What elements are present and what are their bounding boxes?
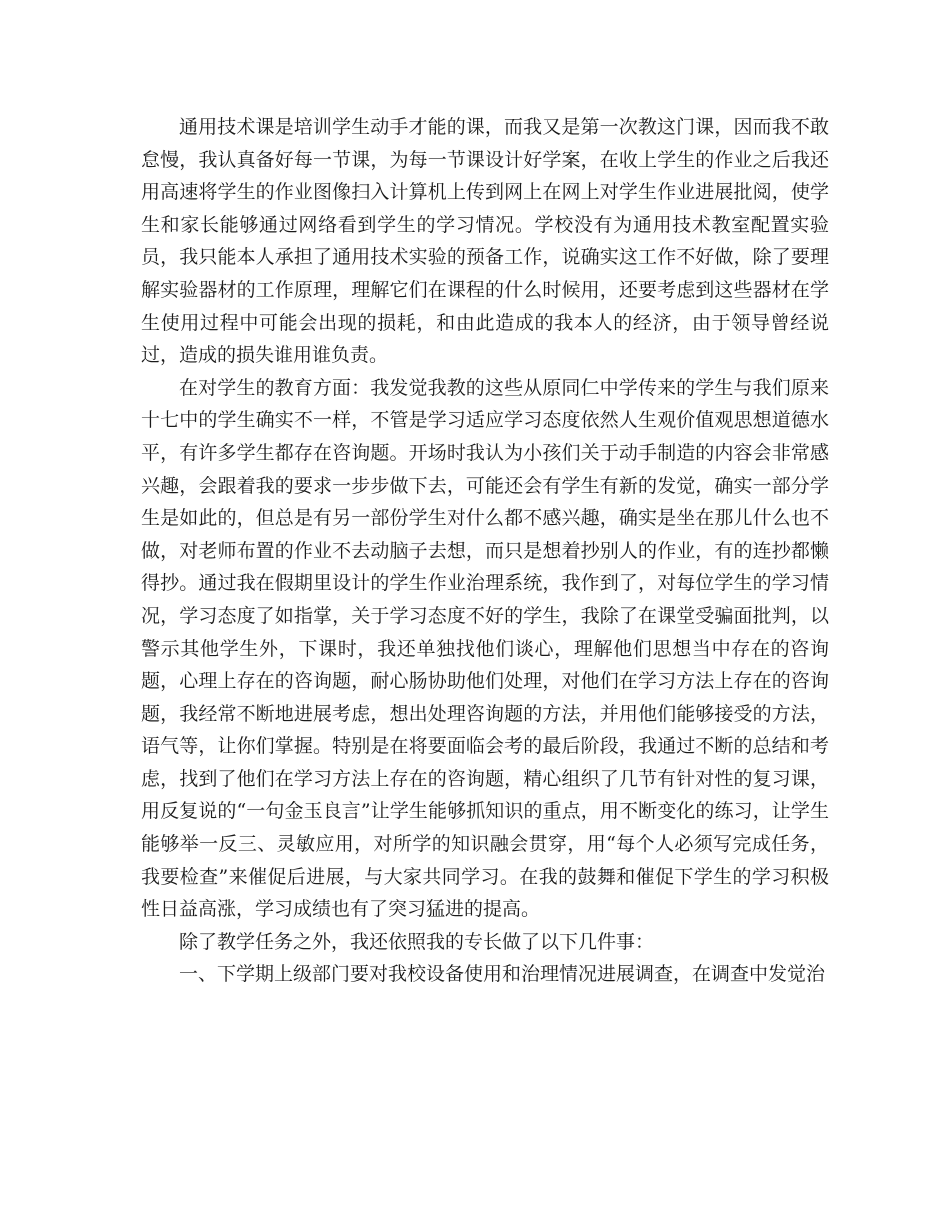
document-body <box>141 111 829 991</box>
paragraph-teaching-general-tech: 通用技术课是培训学生动手才能的课，而我又是第一次教这门课，因而我不敢怠慢，我认真备好每一节课，为每一节课设计好学案，在收上学生的作业之后我还用高速将学生的作业图像扫入计算机上传到网上在网上对学生作业进展批阅，使学生和家长能够通过网络看到学生的学习情况。学校没有为通用技术教室配置实验员，我只能本人承担了通用技术实验的预备工作，说确实这工作不好做，除了要理解实验器材的工作原理，理解它们在课程的什么时候用，还要考虑到这些器材在学生使用过程中可能会出现的损耗，和由此造成的我本人的经济，由于领导曾经说过，造成的损失谁用谁负责。 <box>141 116 829 367</box>
paragraph-extra-tasks-intro: 除了教学任务之外，我还依照我的专长做了以下几件事： <box>179 930 655 953</box>
paragraph-student-education: 在对学生的教育方面：我发觉我教的这些从原同仁中学传来的学生与我们原来十七中的学生确实不一样，不管是学习适应学习态度依然人生观价值观思想道德水平，有许多学生都存在咨询题。开场时我认为小孩们关于动手制造的内容会非常感兴趣，会跟着我的要求一步步做下去，可能还会有学生有新的发觉，确实一部分学生是如此的，但总是有另一部份学生对什么都不感兴趣，确实是坐在那儿什么也不做，对老师布置的作业不去动脑子去想，而只是想着抄别人的作业，有的连抄都懒得抄。通过我在假期里设计的学生作业治理系统，我作到了，对每位学生的学习情况，学习态度了如指掌，关于学习态度不好的学生，我除了在课堂受骗面批判，以警示其他学生外，下课时，我还单独找他们谈心，理解他们思想当中存在的咨询题，心理上存在的咨询题，耐心肠协助他们处理，对他们在学习方法上存在的咨询题，我经常不断地进展考虑，想出处理咨询题的方法，并用他们能够接受的方法，语气等，让你们掌握。特别是在将要面临会考的最后阶段，我通过不断的总结和考虑，找到了他们在学习方法上存在的咨询题，精心组织了几节有针对性的复习课，用反复说的“一句金玉良言”让学生能够抓知识的重点，用不断变化的练习，让学生能够举一反三、灵敏应用，对所学的知识融会贯穿，用“每个人必须写完成任务，我要检查”来催促后进展，与大家共同学习。在我的鼓舞和催促下学生的学习积极性日益高涨，学习成绩也有了突习猛进的提高。 <box>141 376 829 921</box>
paragraph-item-one: 一、下学期上级部门要对我校设备使用和治理情况进展调查，在调查中发觉治 <box>179 963 826 986</box>
